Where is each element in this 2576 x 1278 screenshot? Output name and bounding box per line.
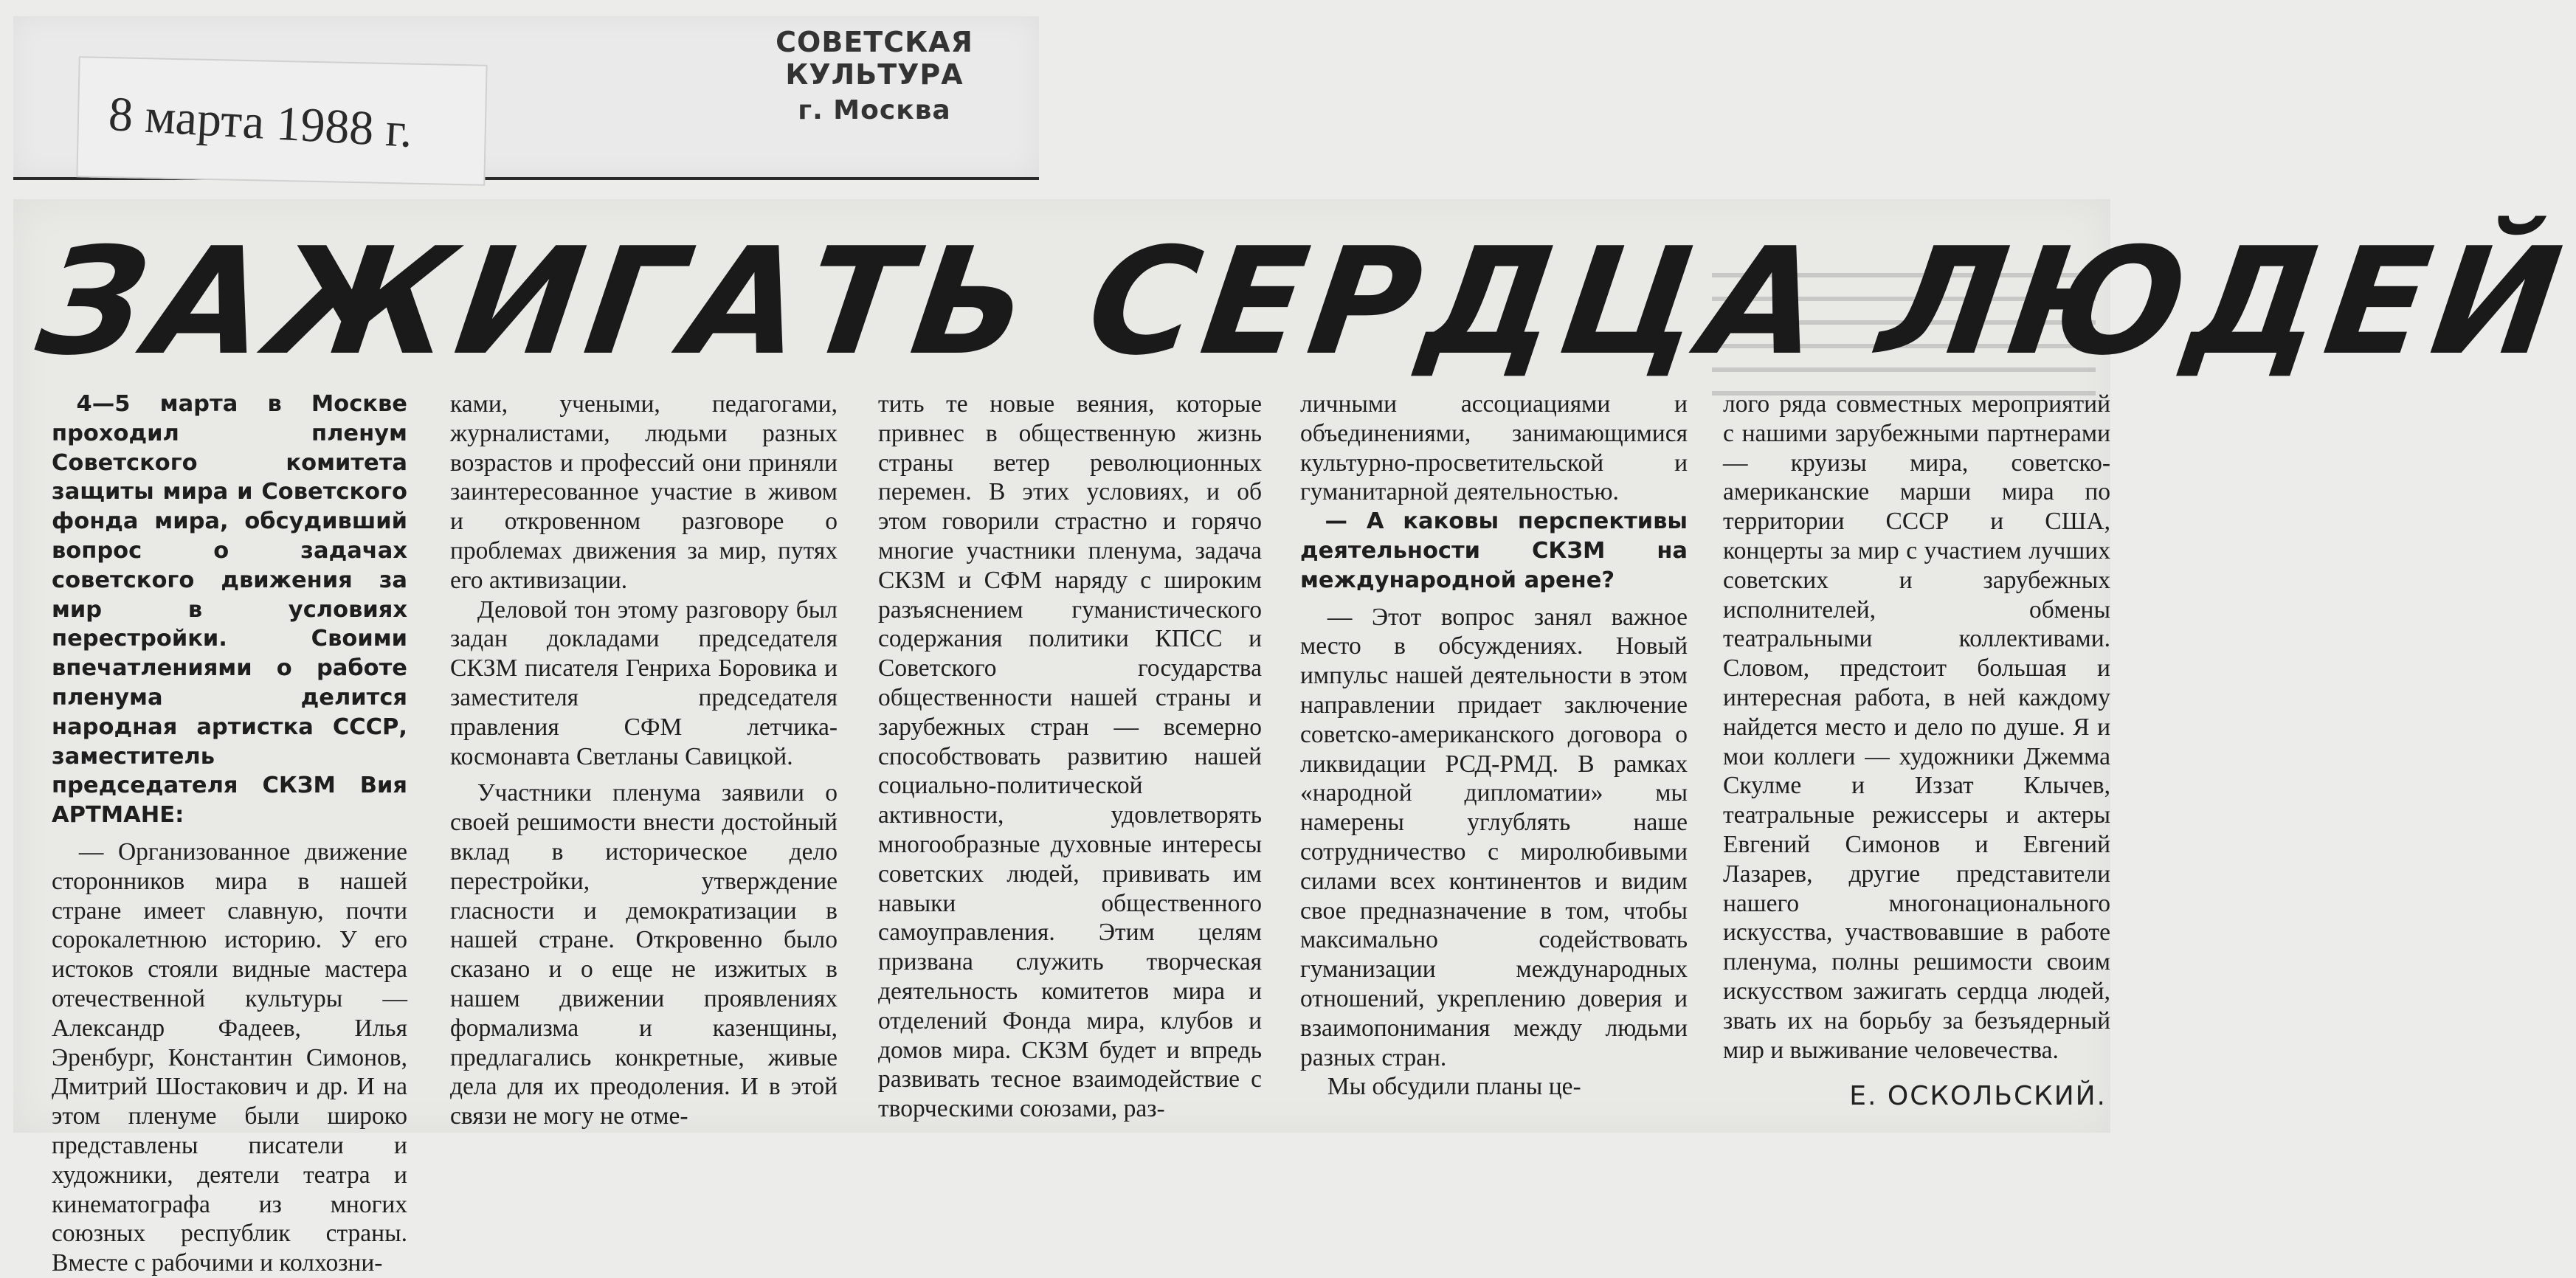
paragraph: ками, учеными, педагогами, журналистами, людьми разных возрастов и профессий они приняли заинтересованное участие в живом и откровенном разговоре о проблемах движения за мир, путях его активизации. [450,390,838,594]
column-1 [52,390,407,1277]
column-5 [1723,390,2110,1120]
column-4 [1300,390,1688,1120]
paragraph: тить те новые веяния, которые привнес в общественную жизнь страны ветер революционных перемен. В этих условиях, и об этом говорили страстно и горячо многие участники пленума, задача СКЗМ и СФМ наряду с широким разъяснением гуманистического содержания политики КПСС и Советского государства общественности нашей страны и зарубежных стран — всемерно способствовать развитию нашей социально-политической активности, удовлетворять многообразные духовные интересы советских людей, прививать им навыки общественного самоуправления. Этим целям призвана служить творческая деятельность комитетов мира и отделений Фонда мира, клубов и домов мира. СКЗМ будет и впредь развивать тесное взаимодействие с творческими союзами, раз- [878,390,1262,1123]
stamp-newspaper-name: СОВЕТСКАЯ КУЛЬТУРА [776,26,973,91]
paragraph: Мы обсудили планы це- [1327,1073,1581,1101]
paragraph: лого ряда совместных мероприятий с нашими зарубежными партнерами — круизы мира, советско-американские марши мира по территории СССР и США, концерты за мир с участием лучших советских и зарубежных исполнителей, обмены театральными коллективами. Словом, предстоит большая и интересная работа, в ней каждому найдется место и дело по душе. Я и мои коллеги — художники Джемма Скулме и Иззат Клычев, театральные режиссеры и актеры Евгений Симонов и Евгений Лазарев, другие представители нашего многонационального искусства, участвовавшие в работе пленума, полны решимости своим искусством зажигать сердца людей, звать их на борьбу за безъядерный мир и выживание человечества. [1723,390,2110,1064]
paragraph: личными ассоциациями и объединениями, занимающимися культурно-просветительской и гуманитарной деятельностью. [1300,390,1688,506]
author-signature: Е. ОСКОЛЬСКИЙ. [1849,1081,2107,1111]
interview-question: — А каковы перспективы деятельности СКЗМ на международной арене? [1300,508,1688,593]
article-intro: 4—5 марта в Москве проходил пленум Советского комитета защиты мира и Советского фонда мира, обсудивший вопрос о задачах советского движения за мир в условиях перестройки. Своими впечатлениями о работе пленума делится народная артистка СССР, заместитель председателя СКЗМ Вия АРТМАНЕ: [52,391,407,829]
stamp-city: г. Москва [798,95,951,125]
article-headline: ЗАЖИГАТЬ СЕРДЦА ЛЮДЕЙ [29,216,2576,388]
newspaper-stamp [727,26,1022,125]
column-2 [450,390,838,1130]
paragraph: — Организованное движение сторонников мира в нашей стране имеет славную, почти сорокалетнюю историю. У его истоков стояли видные мастера отечественной культуры — Александр Фадеев, Илья Эренбург, Константин Симонов, Дмитрий Шостакович и др. И на этом пленуме были широко представлены писатели и художники, деятели театра и кинематографа из многих союзных республик страны. Вместе с рабочими и колхозни- [52,837,407,1277]
clipping-date: 8 марта 1988 г. [107,86,414,158]
date-label [76,56,487,186]
column-3 [878,390,1262,1123]
paragraph: — Этот вопрос занял важное место в обсуждениях. Новый импульс нашей деятельности в этом направлении придает заключение советско-американского договора о ликвидации РСД-РМД. В рамках «народной дипломатии» мы намерены углублять наше сотрудничество с миролюбивыми силами всех континентов и видим свое предназначение в том, чтобы максимально содействовать гуманизации международных отношений, укреплению доверия и взаимопонимания между людьми разных стран. [1300,603,1688,1071]
paragraph: Деловой тон этому разговору был задан докладами председателя СКЗМ писателя Генриха Боровика и заместителя председателя правления СФМ летчика-космонавта Светланы Савицкой. [450,595,838,770]
paragraph: Участники пленума заявили о своей решимости внести достойный вклад в историческое дело перестройки, утверждение гласности и демократизации в нашей стране. Откровенно было сказано и о еще не изжитых в нашем движении проявлениях формализма и казенщины, предлагались конкретные, живые дела для их преодоления. И в этой связи не могу не отме- [450,779,838,1130]
